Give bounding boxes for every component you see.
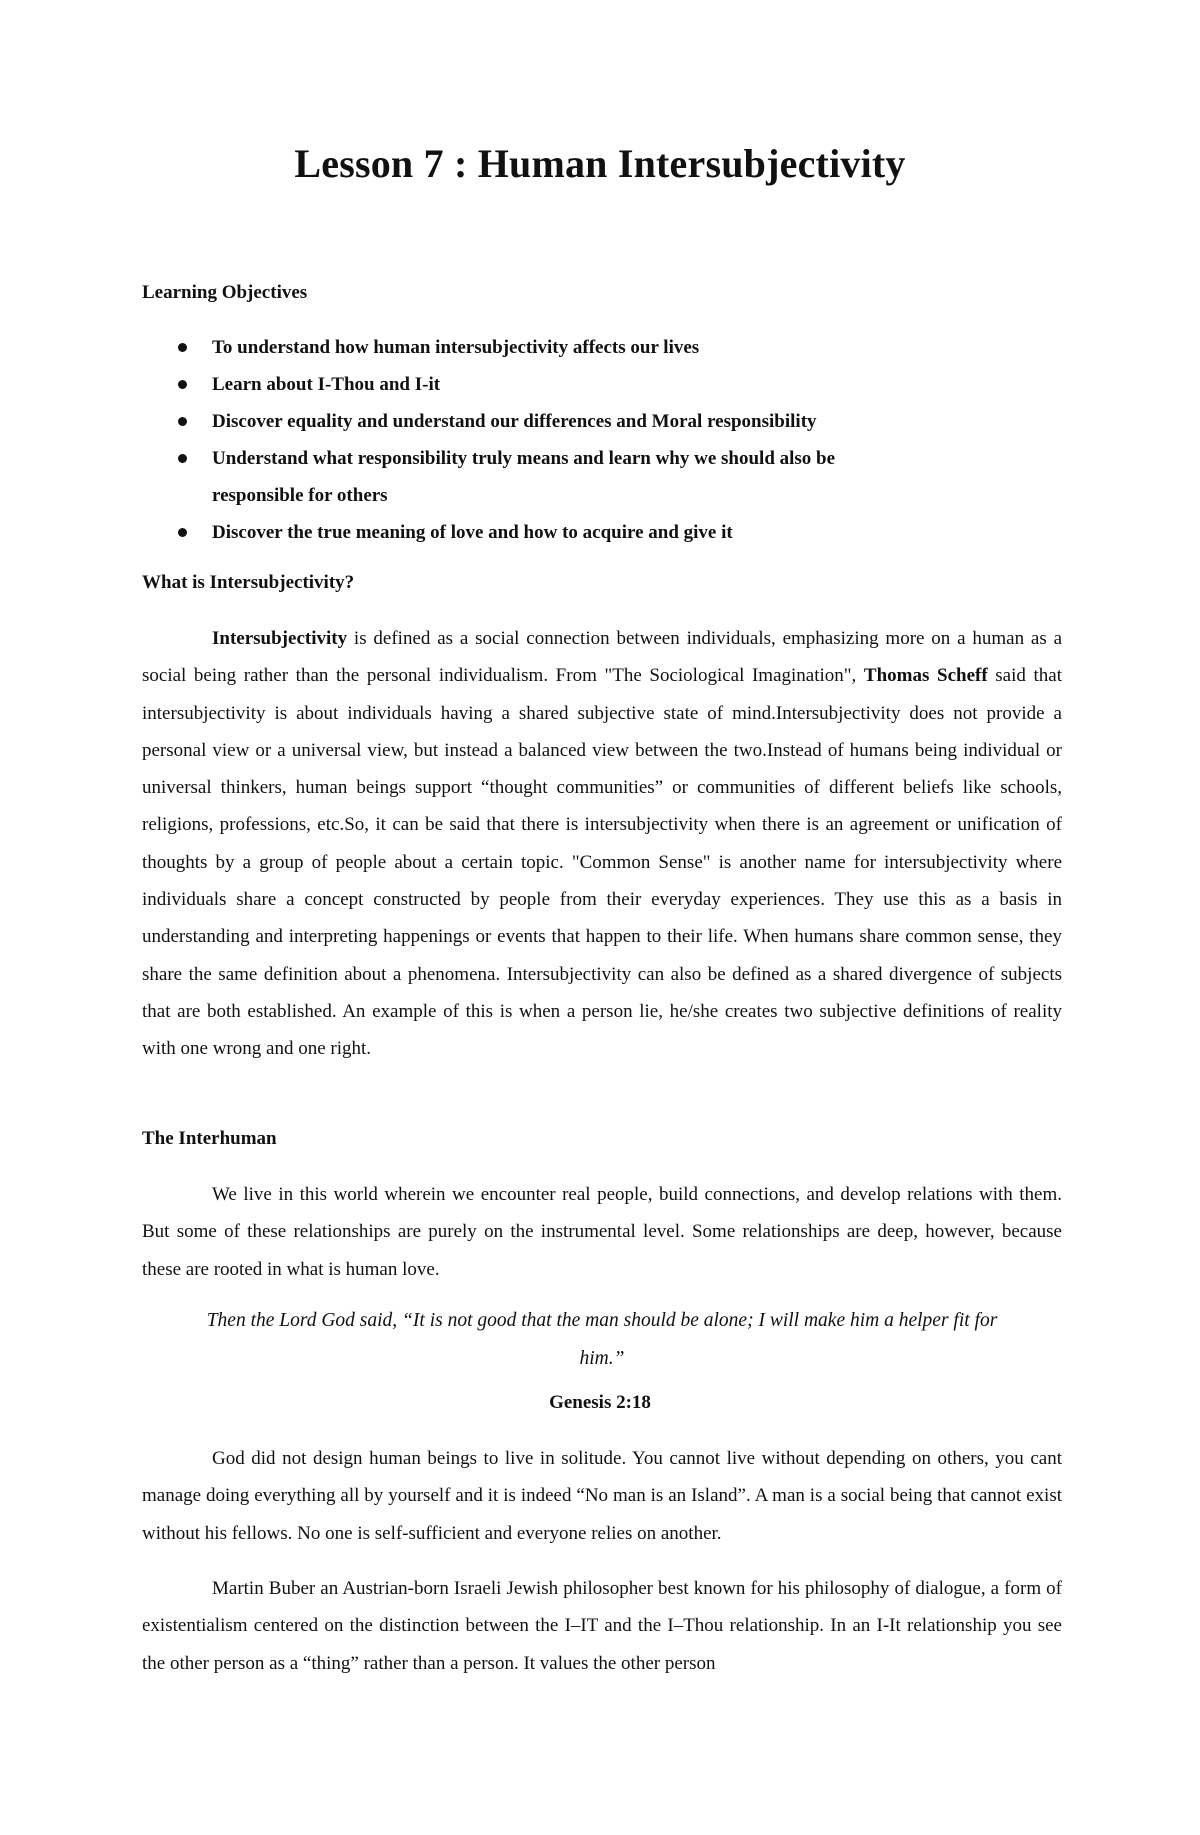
interhuman-heading: The Interhuman: [142, 1128, 277, 1149]
list-item: [142, 366, 1062, 403]
list-item: [142, 514, 1062, 551]
objective-text: To understand how human intersubjectivity affects our lives: [212, 337, 700, 358]
bible-quote: Then the Lord God said, “It is not good that the man should be alone; I will make him a helper fit for him.”: [206, 1310, 998, 1369]
objective-text: Discover equality and understand our differences and Moral responsibility: [212, 411, 817, 432]
what-is-intersubjectivity-heading: What is Intersubjectivity?: [142, 572, 355, 593]
objectives-list: [142, 329, 1062, 551]
list-item: [142, 329, 1062, 366]
paragraph-text: said that intersubjectivity is about individuals having a shared subjective state of mind.Intersubjectivity does not provide a personal view or a universal view, but instead a balanced view between the two.Instead of humans being individual or universal thinkers, human beings support “thought communities” or communities of different beliefs like schools, religions, professions, etc.So, it can be said that there is intersubjectivity when there is an agreement or unification of thoughts by a group of people about a certain topic. "Common Sense" is another name for intersubjectivity where individuals share a concept constructed by people from their everyday experiences. They use this as a basis in understanding and interpreting happenings or events that happen to their life. When humans share common sense, they share the same definition about a phenomena. Intersubjectivity can also be defined as a shared divergence of subjects that are both established. An example of this is when a person lie, he/she creates two subjective definitions of reality with one wrong and one right.: [142, 665, 1062, 1060]
learning-objectives-heading: Learning Objectives: [142, 282, 308, 303]
objective-text: Understand what responsibility truly means and learn why we should also be responsible for others: [212, 448, 836, 506]
list-item: [142, 440, 1062, 514]
objective-text: Discover the true meaning of love and how to acquire and give it: [212, 522, 733, 543]
bullet-icon: [178, 528, 187, 537]
solitude-paragraph: God did not design human beings to live in solitude. You cannot live without depending on others, you cant manage doing everything all by yourself and it is indeed “No man is an Island”. A man is a social being that cannot exist without his fellows. No one is self-sufficient and everyone relies on another.: [142, 1448, 1062, 1544]
interhuman-paragraph: We live in this world wherein we encounter real people, build connections, and develop relations with them. But some of these relationships are purely on the instrumental level. Some relationships are deep, however, because these are rooted in what is human love.: [142, 1184, 1062, 1280]
author-name: Thomas Scheff: [863, 665, 988, 687]
bullet-icon: [178, 417, 187, 426]
page-title: Lesson 7 : Human Intersubjectivity: [294, 141, 906, 186]
bullet-icon: [178, 343, 187, 352]
list-item: [142, 403, 1062, 440]
bullet-icon: [178, 380, 187, 389]
objective-text: Learn about I-Thou and I-it: [212, 374, 441, 395]
term-intersubjectivity: Intersubjectivity: [212, 628, 348, 649]
buber-paragraph: Martin Buber an Austrian-born Israeli Jewish philosopher best known for his philosophy of dialogue, a form of existentialism centered on the distinction between the I–IT and the I–Thou relationship. In an I-It relationship you see the other person as a “thing” rather than a person. It values the other person: [142, 1578, 1062, 1674]
quote-reference: Genesis 2:18: [549, 1392, 651, 1413]
paragraph-text: is defined as a social connection between individuals, emphasizing more on a human as a social being rather than the personal individualism. From "The Sociological Imagination",: [142, 628, 1062, 687]
intersubjectivity-paragraph: [142, 620, 1062, 1068]
bullet-icon: [178, 454, 187, 463]
